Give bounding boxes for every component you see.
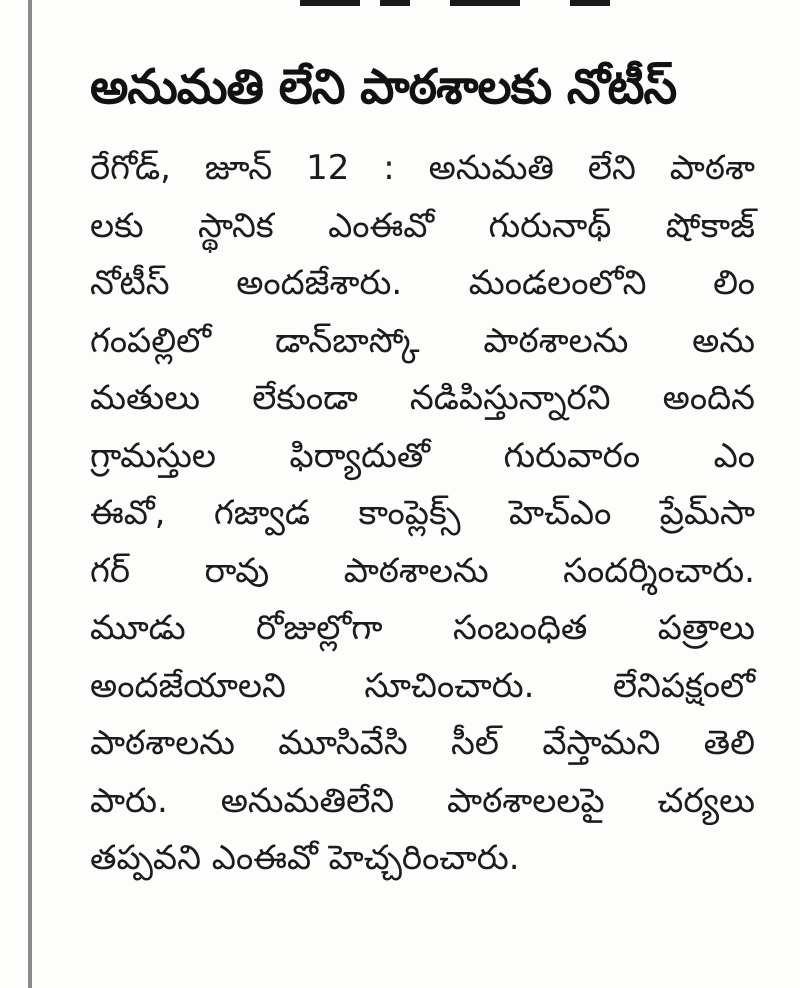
body-line: గ్రామస్తుల ఫిర్యాదుతో గురువారం ఎం (90, 435, 755, 476)
body-line: తప్పవని ఎంఈవో హెచ్చరించారు. (90, 838, 520, 878)
body-line: పాఠశాలను మూసివేసి సీల్ వేస్తామని తెలి (90, 723, 755, 763)
body-line: రేగోడ్, జూన్ 12 : అనుమతి లేని పాఠశా (90, 148, 755, 188)
body-line: మూడు రోజుల్లోగా సంబంధిత పత్రాలు (90, 608, 755, 648)
body-line: గంపల్లిలో డాన్‌బాస్కో పాఠశాలను అను (90, 320, 755, 361)
headline: అనుమతి లేని పాఠశాలకు నోటీస్ (90, 59, 677, 115)
body-line: ఈవో, గజ్వాడ కాంప్లెక్స్ హెచ్‌ఎం ప్రేమ్‌సా (90, 493, 755, 533)
body-line: పారు. అనుమతిలేని పాఠశాలలపై చర్యలు (90, 780, 755, 821)
body-line: మతులు లేకుండా నడిపిస్తున్నారని అందిన (90, 378, 755, 418)
column-rule (28, 0, 32, 988)
article-body (90, 140, 755, 888)
previous-article-fragment (300, 0, 630, 10)
body-line: గర్ రావు పాఠశాలను సందర్శించారు. (90, 550, 755, 591)
body-line: నోటీస్ అందజేశారు. మండలంలోని లిం (90, 263, 755, 303)
body-line: లకు స్థానిక ఎంఈవో గురునాథ్ షోకాజ్ (90, 205, 755, 246)
body-line: అందజేయాలని సూచించారు. లేనిపక్షంలో (90, 665, 755, 706)
